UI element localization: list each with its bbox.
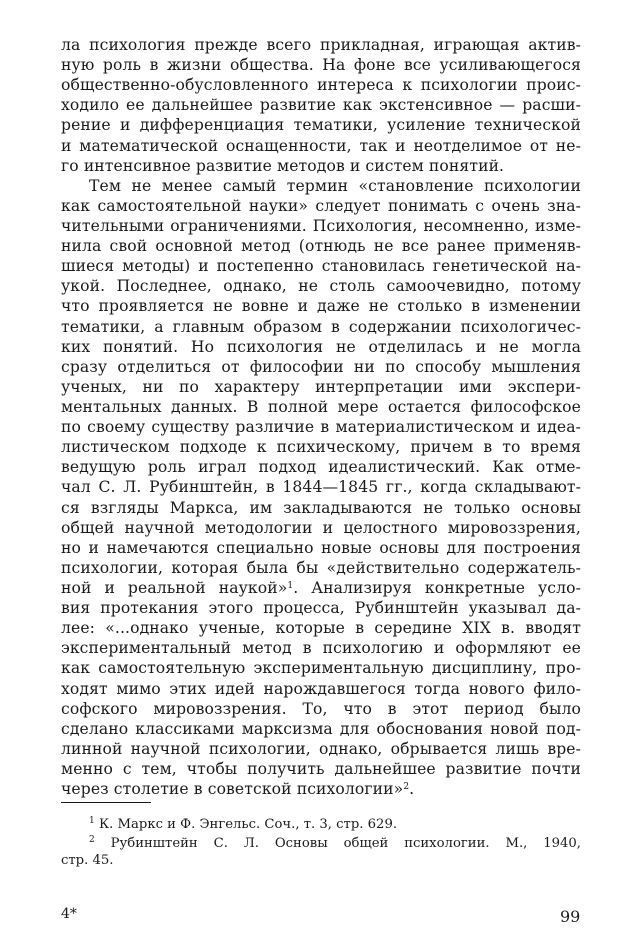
text-line: лее: «...однако ученые, которые в середине XIX в. вводят xyxy=(61,619,581,638)
text-line: сразу отделиться от философии ни по способу мышления xyxy=(61,357,581,376)
text-line: менно с тем, чтобы получить дальнейшее развитие почти xyxy=(61,759,581,778)
paragraph-start-line: Тем не менее самый термин «становление психологии xyxy=(89,176,581,195)
text-line: ученых, ни по характеру интерпретации ими экспери- xyxy=(61,377,581,396)
text-line: ходят мимо этих идей нарождавшегося тогда нового фило- xyxy=(61,679,581,698)
line-text: ной и реальной наукой» xyxy=(61,578,288,597)
text-line-with-footnote-mark xyxy=(61,579,581,597)
text-line: ведущую роль играл подход идеалистический. Как отме- xyxy=(61,458,581,477)
text-line: ментальных данных. В полной мере остается философское xyxy=(61,397,581,416)
text-line: чал С. Л. Рубинштейн, в 1844—1845 гг., когда складывают- xyxy=(61,478,581,497)
footnote-ref-2: 2 xyxy=(403,782,410,792)
text-line: но и намечаются специально новые основы для построения xyxy=(61,538,581,557)
text-line: ходило ее дальнейшее развитие как экстенсивное — расши- xyxy=(61,96,581,115)
text-line: ную роль в жизни общества. На фоне все усиливающегося xyxy=(61,56,581,75)
text-line: чительными ограничениями. Психология, несомненно, изме- xyxy=(61,217,581,235)
text-line: экспериментальный метод в психологию и оформляют ее xyxy=(61,639,581,658)
text-line: тематики, а главным образом в содержании психологичес- xyxy=(61,317,581,336)
text-line: общей научной методологии и целостного мировоззрения, xyxy=(61,518,581,537)
text-line: как самостоятельной науки» следует понимать с очень зна- xyxy=(61,196,581,215)
footnote-2 xyxy=(89,836,581,852)
text-line: линной научной психологии, однако, обрывается лишь вре- xyxy=(61,739,581,758)
text-line: ких понятий. Но психология не отделилась и не могла xyxy=(61,337,581,356)
text-line: психологии, которая была бы «действительно содержатель- xyxy=(61,558,581,577)
footnote-separator xyxy=(61,802,151,803)
text-line: и математической оснащенности, так и неотделимое от не- xyxy=(61,136,581,155)
printer-signature-mark: 4* xyxy=(61,906,77,922)
text-line: ла психология прежде всего прикладная, играющая актив- xyxy=(61,36,581,54)
line-text: через столетие в советской психологии» xyxy=(61,780,404,798)
text-line: шиеся методы) и постепенно становилась генетической на- xyxy=(61,257,581,276)
text-line: что проявляется не вовне и даже не столько в изменении xyxy=(61,297,581,316)
line-text-tail: . Анализируя конкретные усло- xyxy=(293,578,581,597)
text-line: софского мировоззрения. То, что в этот период было xyxy=(61,699,581,718)
text-line: листическом подходе к психическому, причем в то время xyxy=(61,438,581,457)
text-line: сделано классиками марксизма для обоснования новой под- xyxy=(61,719,581,738)
footnote-1 xyxy=(89,817,397,833)
text-line: общественно-обусловленного интереса к психологии проис- xyxy=(61,76,581,95)
footnote-1-text: К. Маркс и Ф. Энгельс. Соч., т. 3, стр. 629. xyxy=(98,817,398,832)
footnote-ref-1: 1 xyxy=(287,580,294,591)
footnote-2-text: Рубинштейн С. Л. Основы общей психологии. М., 1940, xyxy=(110,836,581,851)
page-number: 99 xyxy=(560,907,581,926)
text-line: укой. Последнее, однако, не столь самоочевидно, потому xyxy=(61,277,581,296)
text-line: вия протекания этого процесса, Рубинштейн указывал да- xyxy=(61,599,581,617)
text-line-with-footnote-mark xyxy=(61,780,581,798)
footnote-mark-1: 1 xyxy=(89,816,95,826)
text-line: ся взгляды Маркса, им закладываются не только основы xyxy=(61,498,581,517)
text-line: как самостоятельную экспериментальную дисциплину, про- xyxy=(61,659,581,678)
text-line: нила свой основной метод (отнюдь не все ранее применяв- xyxy=(61,237,581,256)
text-line: го интенсивное развитие методов и систем понятий. xyxy=(61,156,505,175)
text-line: по своему существу различие в материалистическом и идеа- xyxy=(61,418,581,437)
line-text-tail: . xyxy=(409,780,415,798)
footnote-2-continued: стр. 45. xyxy=(61,853,114,868)
footnote-mark-2: 2 xyxy=(89,835,95,845)
text-line: рение и дифференциация тематики, усиление технической xyxy=(61,116,581,135)
